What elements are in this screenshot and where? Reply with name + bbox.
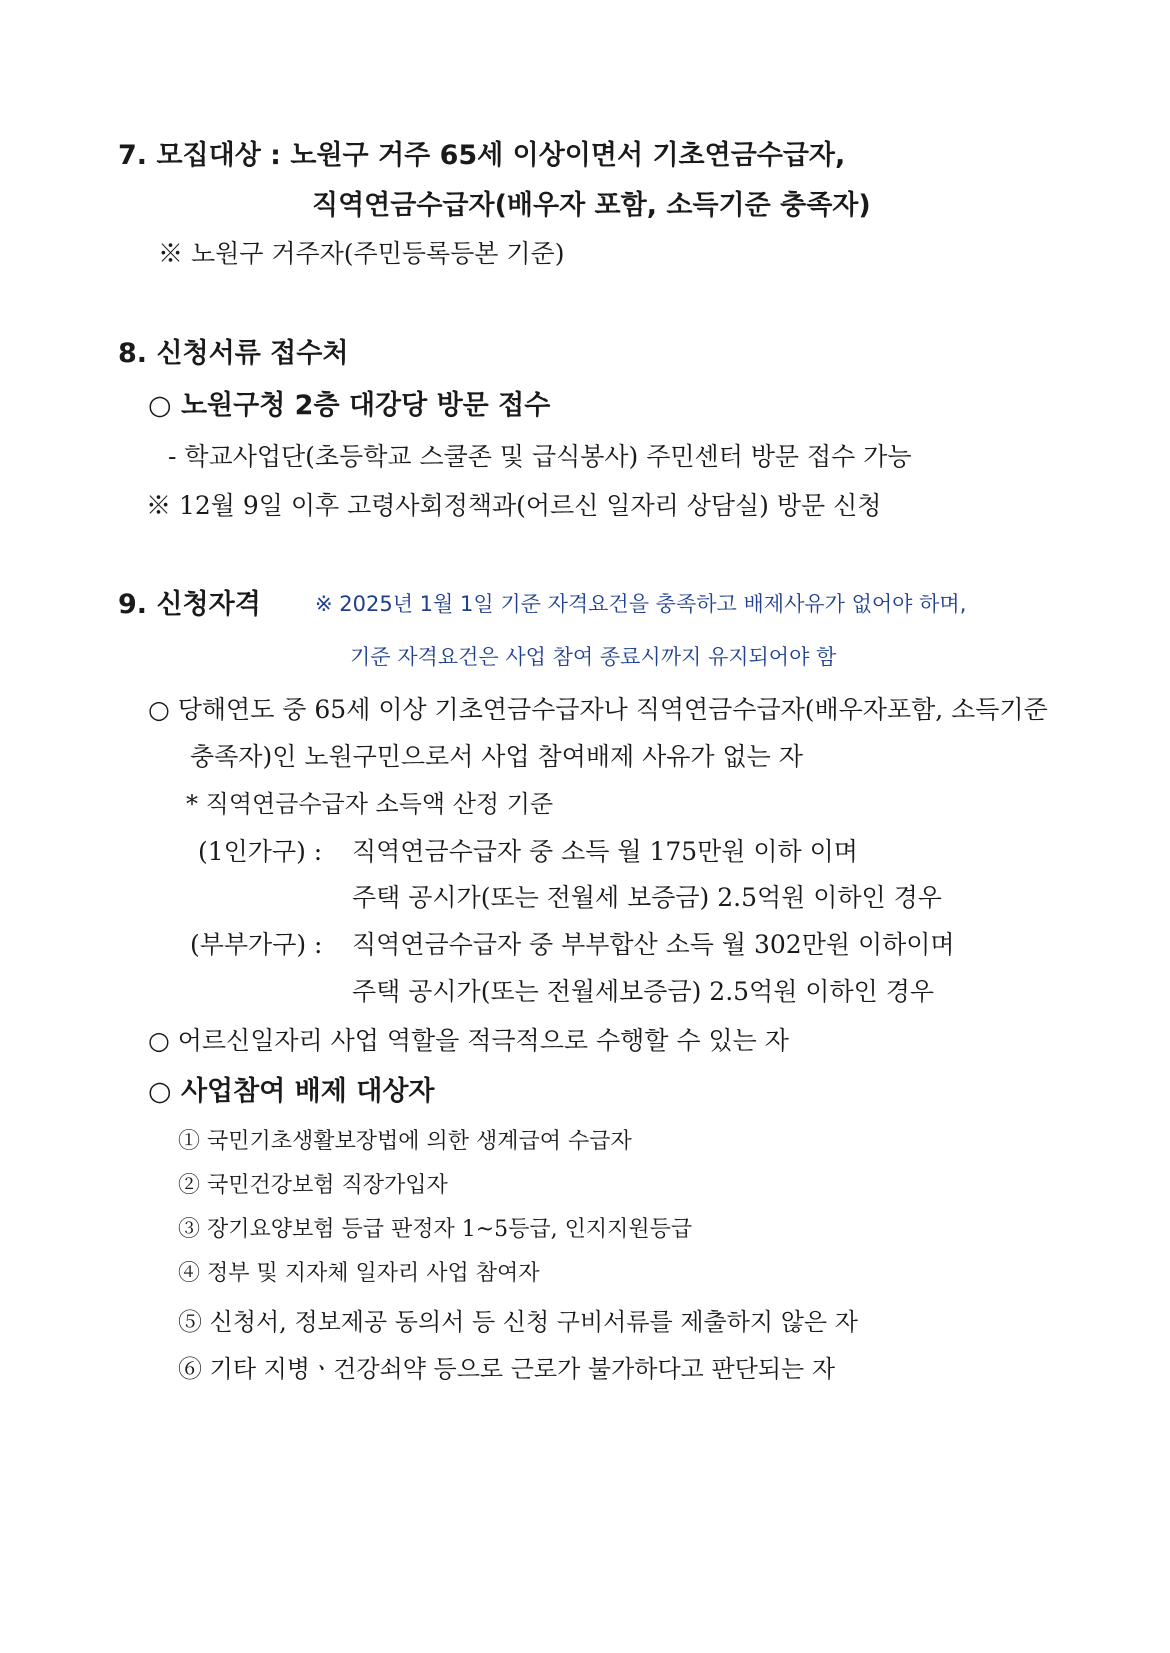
- couple-household-label: (부부가구) :: [190, 930, 323, 959]
- section-9-heading: 9. 신청자격: [118, 589, 261, 620]
- couple-household-line2: 주택 공시가(또는 전월세보증금) 2.5억원 이하인 경우: [352, 977, 935, 1006]
- section-9-note-line1: ※ 2025년 1월 1일 기준 자격요건을 충족하고 배제사유가 없어야 하며,: [315, 592, 967, 616]
- exclusion-item-4: ④ 정부 및 지자체 일자리 사업 참여자: [178, 1261, 540, 1286]
- section-7-heading: 7. 모집대상 : 노원구 거주 65세 이상이면서 기초연금수급자,: [118, 140, 846, 171]
- single-household-label: (1인가구) :: [198, 837, 323, 866]
- eligibility-item-1-line1: ○ 당해연도 중 65세 이상 기초연금수급자나 직역연금수급자(배우자포함, 소득기준: [148, 695, 1048, 724]
- section-8-note: ※ 12월 9일 이후 고령사회정책과(어르신 일자리 상담실) 방문 신청: [146, 491, 882, 520]
- section-7-heading-continued: 직역연금수급자(배우자 포함, 소득기준 충족자): [312, 190, 871, 221]
- single-household-line1: 직역연금수급자 중 소득 월 175만원 이하 이며: [352, 837, 858, 866]
- exclusion-item-3: ③ 장기요양보험 등급 판정자 1~5등급, 인지지원등급: [178, 1217, 693, 1242]
- exclusion-title: ○ 사업참여 배제 대상자: [148, 1076, 435, 1107]
- income-criteria-title: * 직역연금수급자 소득액 산정 기준: [186, 790, 554, 818]
- single-household-line2: 주택 공시가(또는 전월세 보증금) 2.5억원 이하인 경우: [352, 883, 942, 912]
- exclusion-item-2: ② 국민건강보험 직장가입자: [178, 1173, 448, 1198]
- exclusion-item-6: ⑥ 기타 지병ㆍ건강쇠약 등으로 근로가 불가하다고 판단되는 자: [178, 1355, 836, 1383]
- section-8-item: ○ 노원구청 2층 대강당 방문 접수: [148, 390, 551, 421]
- exclusion-item-1: ① 국민기초생활보장법에 의한 생계급여 수급자: [178, 1129, 632, 1154]
- eligibility-item-1-line2: 충족자)인 노원구민으로서 사업 참여배제 사유가 없는 자: [190, 742, 803, 771]
- exclusion-item-5: ⑤ 신청서, 정보제공 동의서 등 신청 구비서류를 제출하지 않은 자: [178, 1308, 858, 1336]
- section-7-note: ※ 노원구 거주자(주민등록등본 기준): [158, 239, 565, 268]
- eligibility-item-2: ○ 어르신일자리 사업 역할을 적극적으로 수행할 수 있는 자: [148, 1026, 789, 1055]
- section-8-sub: - 학교사업단(초등학교 스쿨존 및 급식봉사) 주민센터 방문 접수 가능: [168, 442, 912, 471]
- couple-household-line1: 직역연금수급자 중 부부합산 소득 월 302만원 이하이며: [352, 930, 955, 959]
- section-9-note-line2: 기준 자격요건은 사업 참여 종료시까지 유지되어야 함: [350, 645, 837, 669]
- section-8-heading: 8. 신청서류 접수처: [118, 338, 349, 369]
